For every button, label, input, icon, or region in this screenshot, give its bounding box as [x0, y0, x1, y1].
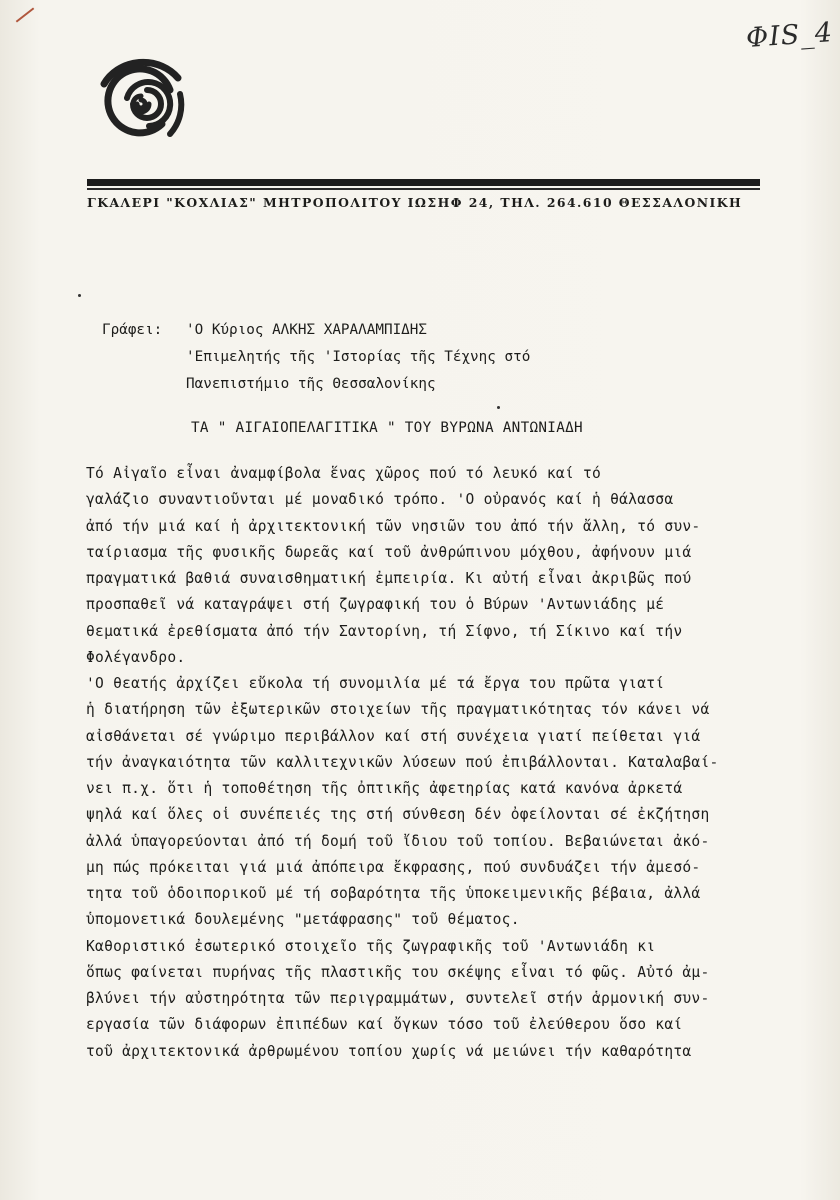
body-line: αἰσθάνεται σέ γνώριμο περιβάλλον καί στή συνέχεια γιατί πείθεται γιά — [86, 727, 701, 745]
body-line: γαλάζιο συναντιοῦνται μέ μοναδικό τρόπο. 'Ο οὐρανός καί ἡ θάλασσα — [86, 491, 674, 509]
speck — [497, 406, 500, 409]
body-line: ὅπως φαίνεται πυρήνας τῆς πλαστικῆς του σκέψης εἶναι τό φῶς. Αὐτό ἀμ- — [86, 963, 710, 981]
body-line: νει π.χ. ὅτι ἡ τοποθέτηση τῆς ὀπτικῆς ἀφετηρίας κατά κανόνα ἀρκετά — [86, 780, 683, 797]
body-line: ἀπό τήν μιά καί ἡ ἀρχιτεκτονική τῶν νησιῶν του ἀπό τήν ἄλλη, τό συν- — [86, 517, 701, 535]
body-line: Τό Αἰγαῖο εἶναι ἀναμφίβολα ἕνας χῶρος πού τό λευκό καί τό — [86, 465, 602, 482]
body-line: ταίριασμα τῆς φυσικῆς δωρεᾶς καί τοῦ ἀνθρώπινου μόχθου, ἀφήνουν μιά — [86, 543, 692, 561]
body-line: ὑπομονετικά δουλεμένης "μετάφρασης" τοῦ θέματος. — [86, 911, 520, 929]
body-line: ἡ διατήρηση τῶν ἐξωτερικῶν στοιχείων τῆς πραγματικότητας τόν κάνει νά — [86, 701, 710, 719]
article-title: ΤΑ " ΑΙΓΑΙΟΠΕΛΑΓΙΤΙΚΑ " ΤΟΥ ΒΥΡΩΝΑ ΑΝΤΩΝΙΑΔΗ — [191, 420, 583, 436]
body-line: Καθοριστικό ἐσωτερικό στοιχεῖο τῆς ζωγραφικῆς τοῦ 'Αντωνιάδη κι — [86, 937, 656, 955]
speck — [78, 294, 81, 297]
body-line: 'Ο θεατής ἀρχίζει εὔκολα τή συνομιλία μέ τά ἔργα του πρῶτα γιατί — [86, 675, 665, 692]
body-line: βλύνει τήν αὐστηρότητα τῶν περιγραμμάτων, συντελεῖ στήν ἁρμονική συν- — [86, 990, 710, 1007]
body-line: τητα τοῦ ὁδοιπορικοῦ μέ τή σοβαρότητα τῆς ὑποκειμενικῆς βέβαια, ἀλλά — [86, 885, 701, 902]
archive-mark: ΦΙS_4 — [745, 17, 834, 54]
letterhead-address: ΓΚΑΛΕΡΙ "ΚΟΧΛΙΑΣ" ΜΗΤΡΟΠΟΛΙΤΟΥ ΙΩΣΗΦ 24, ΤΗΛ. 264.610 ΘΕΣΣΑΛΟΝΙΚΗ — [87, 195, 743, 210]
corner-mark — [16, 7, 35, 22]
author-name: 'Ο Κύριος ΑΛΚΗΣ ΧΑΡΑΛΑΜΠΙΔΗΣ — [186, 322, 428, 338]
letterhead-rule-thin — [87, 188, 760, 190]
body-line: μη πώς πρόκειται γιά μιά ἀπόπειρα ἔκφρασης, πού συνδυάζει τήν ἀμεσό- — [86, 858, 701, 876]
body-line: εργασία τῶν διάφορων ἐπιπέδων καί ὄγκων τόσο τοῦ ἐλεύθερου ὅσο καί — [86, 1016, 683, 1034]
body-line: προσπαθεῖ νά καταγράψει στή ζωγραφική του ὁ Βύρων 'Αντωνιάδης μέ — [86, 596, 665, 614]
spiral-logo — [86, 54, 196, 154]
body-line: ἀλλά ὑπαγορεύονται ἀπό τή δομή τοῦ ἴδιου τοῦ τοπίου. Βεβαιώνεται ἀκό- — [86, 832, 710, 850]
body-line: πραγματικά βαθιά συναισθηματική ἐμπειρία. Κι αὐτή εἶναι ἀκριβῶς πού — [86, 570, 692, 587]
body-line: ψηλά καί ὅλες οἱ συνέπειές της στή σύνθεση δέν ὀφείλονται σέ ἐκζήτηση — [86, 806, 710, 824]
body-line: τήν ἀναγκαιότητα τῶν καλλιτεχνικῶν λύσεων πού ἐπιβάλλονται. Καταλαβαί- — [86, 753, 719, 771]
article-body — [86, 461, 786, 1065]
body-line: Φολέγανδρο. — [86, 648, 186, 666]
letterhead-rule — [87, 179, 760, 186]
author-role: 'Επιμελητής τῆς 'Ιστορίας τῆς Τέχνης στό — [186, 349, 531, 365]
body-line: τοῦ ἀρχιτεκτονικά ἀρθρωμένου τοπίου χωρίς νά μειώνει τήν καθαρότητα — [86, 1042, 692, 1060]
body-line: θεματικά ἐρεθίσματα ἀπό τήν Σαντορίνη, τή Σίφνο, τή Σίκινο καί τήν — [86, 622, 683, 640]
author-label: Γράφει: — [102, 322, 163, 338]
author-institution: Πανεπιστήμιο τῆς Θεσσαλονίκης — [186, 376, 436, 392]
